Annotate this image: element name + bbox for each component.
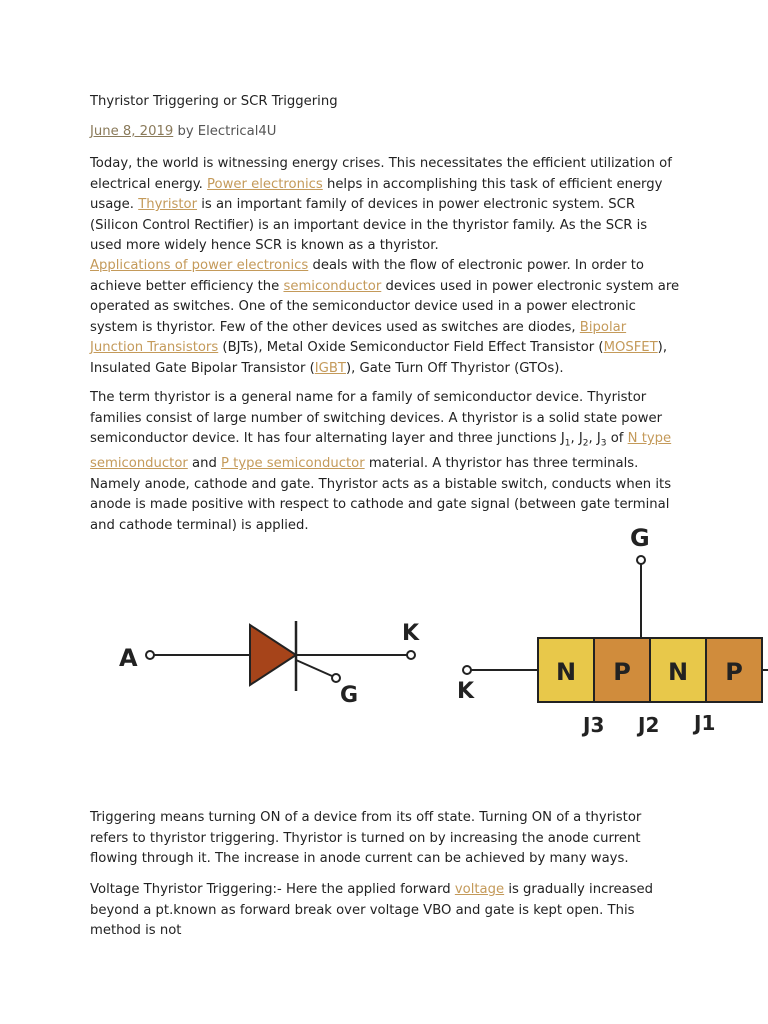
- link-igbt[interactable]: IGBT: [314, 360, 346, 376]
- anode-label: A: [119, 644, 138, 672]
- paragraph-5: Voltage Thyristor Triggering:- Here the applied forward voltage is gradually increased beyond a pt.known as forward break over voltage VBO and gate is kept open. This method is not: [90, 882, 654, 938]
- paragraph-3: The term thyristor is a general name for a family of semiconductor device. Thyristor families consist of large number of switching devices. A thyristor is a solid state power semiconductor device. It has four alternating layer and three junctions $J_1$, $J_2$, $J_3$ of N type semiconductor and P type semiconductor material. A thyristor has three terminals. Namely anode, cathode and gate. Thyristor acts as a bistable switch, conducts when its anode is made positive with respect to cathode and gate signal (between gate terminal and cathode terminal) is applied.: [90, 390, 672, 533]
- structure-gate-label: G: [630, 524, 650, 552]
- structure-cathode-label: K: [457, 679, 475, 704]
- thyristor-diagram: [0, 520, 768, 760]
- link-voltage[interactable]: voltage: [454, 882, 505, 897]
- article-title: Thyristor Triggering or SCR Triggering: [90, 94, 338, 109]
- gate-label: G: [340, 683, 359, 708]
- gate-wire: [296, 660, 332, 676]
- layer-n-2-label: N: [667, 658, 689, 686]
- gate-terminal: [332, 674, 340, 682]
- cathode-label: K: [402, 621, 420, 646]
- scr-symbol: [119, 621, 420, 708]
- link-p-type[interactable]: P type semiconductor: [221, 456, 365, 472]
- anode-terminal: [146, 651, 154, 659]
- paragraph-1: Today, the world is witnessing energy crises. This necessitates the efficient utilization of electrical energy. Power electronics helps in accomplishing this task of efficient energy usage. Thyristor is an important family of devices in power electronic system. SCR (Silicon Control Rectifier) is an important device in the thyristor family. As the SCR is used more widely hence SCR is known as a thyristor.: [90, 156, 672, 253]
- byline: [90, 124, 276, 139]
- cathode-terminal: [407, 651, 415, 659]
- link-mosfet[interactable]: MOSFET: [603, 340, 658, 355]
- junction-j3-label: J3: [583, 713, 605, 737]
- layer-p-1-label: P: [613, 658, 631, 686]
- structure-cathode-terminal: [463, 666, 471, 674]
- author: by Electrical4U: [173, 124, 277, 139]
- junction-j1-label: J1: [694, 711, 716, 735]
- link-n-type[interactable]: N type semiconductor: [90, 431, 672, 472]
- diode-triangle: [250, 625, 296, 685]
- link-semiconductor[interactable]: semiconductor: [283, 278, 382, 294]
- link-bjt[interactable]: Bipolar Junction Transistors: [90, 319, 627, 355]
- junction-j2-label: J2: [638, 713, 660, 737]
- layer-n-1-label: N: [555, 658, 577, 686]
- paragraph-2: Applications of power electronics deals with the flow of electronic power. In order to achieve better efficiency the semiconductor devices used in power electronic system are operated as switches. One of the semiconductor device used in a power electronic system is thyristor. Few of the other devices used as switches are diodes, Bipolar Junction Transistors (BJTs), Metal Oxide Semiconductor Field Effect Transistor (MOSFET), Insulated Gate Bipolar Transistor (IGBT), Gate Turn Off Thyristor (GTOs).: [90, 258, 680, 376]
- layer-p-2-label: P: [725, 658, 743, 686]
- date-link[interactable]: June 8, 2019: [90, 124, 174, 139]
- structure-gate-terminal: [637, 556, 645, 564]
- layer-structure: [457, 524, 768, 737]
- link-power-electronics[interactable]: Power electronics: [207, 176, 323, 192]
- paragraph-4: Triggering means turning ON of a device from its off state. Turning ON of a thyristor refers to thyristor triggering. Thyristor is turned on by increasing the anode current flowing through it. The increase in anode current can be achieved by many ways.: [90, 810, 642, 866]
- link-thyristor[interactable]: Thyristor: [138, 197, 198, 212]
- link-applications-power-electronics[interactable]: Applications of power electronics: [90, 258, 309, 273]
